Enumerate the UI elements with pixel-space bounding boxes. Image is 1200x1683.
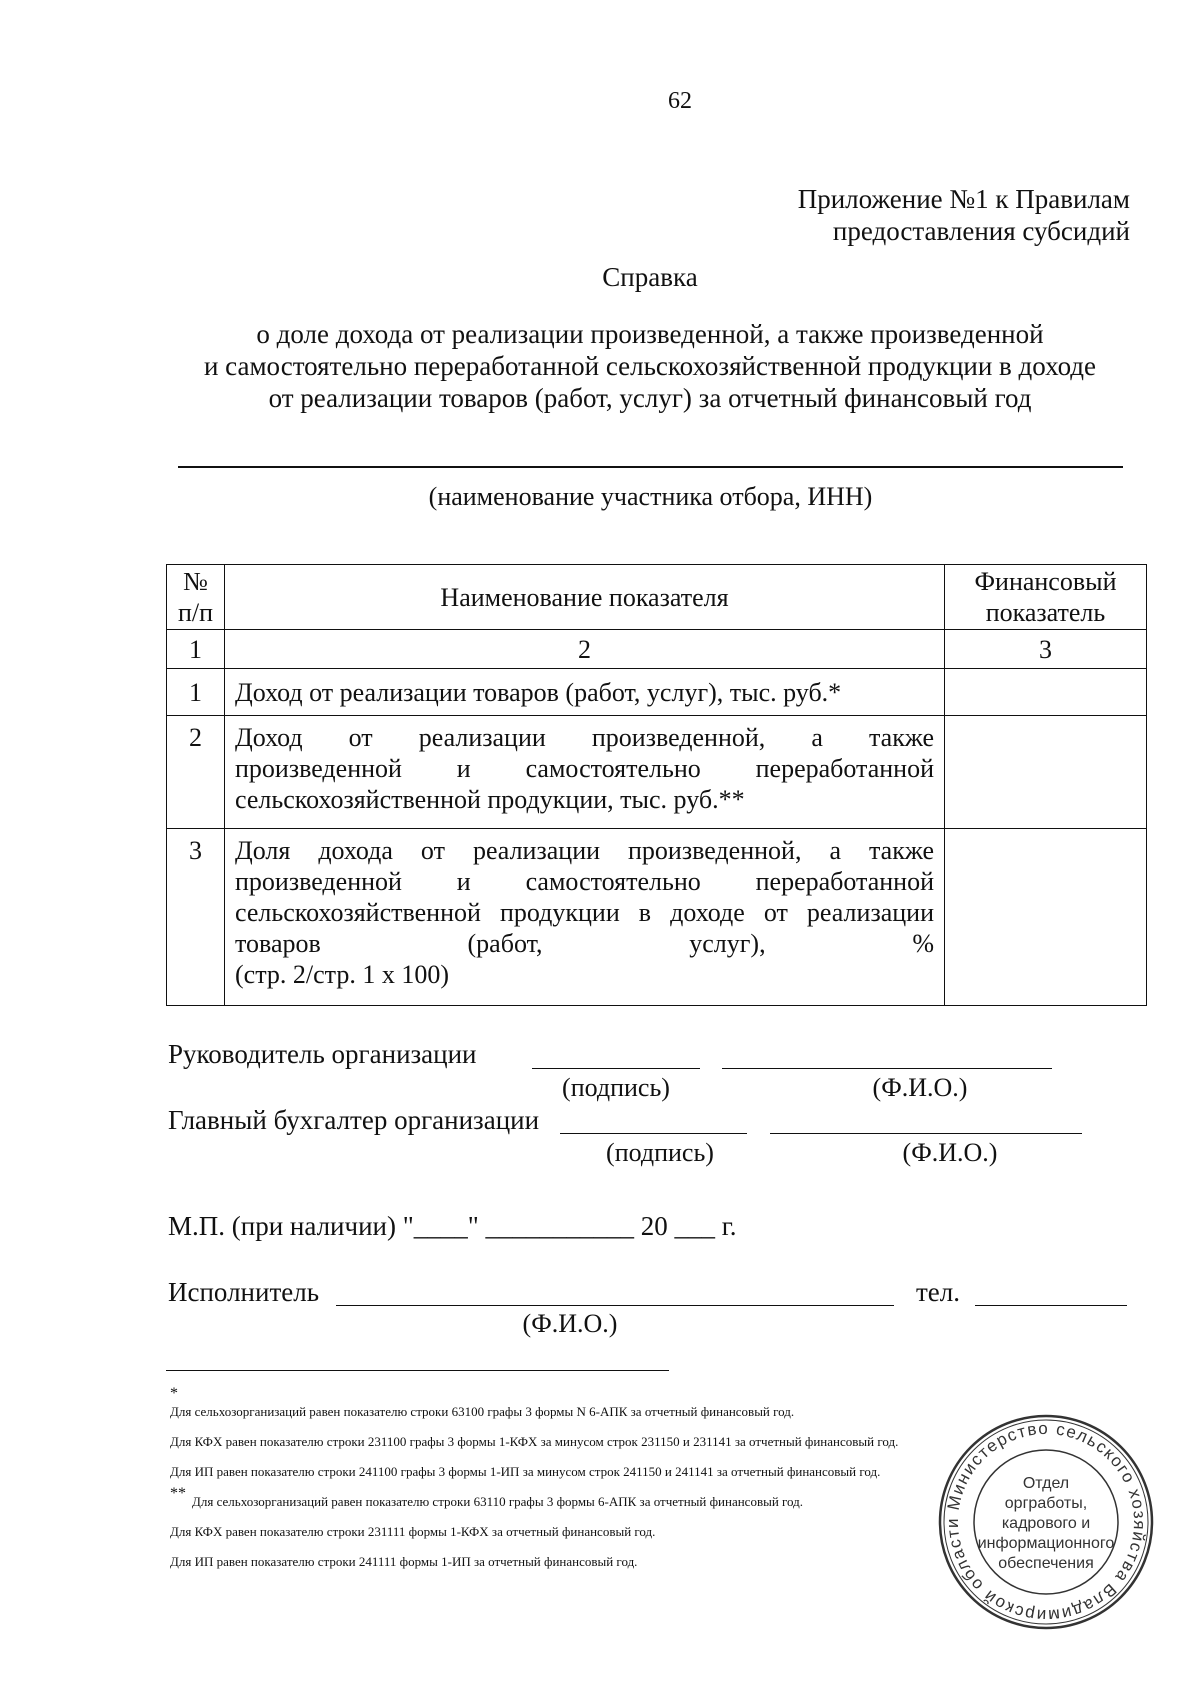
row-number: 1 — [167, 669, 225, 716]
column-number: 1 — [167, 630, 225, 669]
stamp-line: кадрового и — [1001, 1515, 1091, 1532]
appendix-line-1: Приложение №1 к Правилам — [797, 184, 1130, 214]
stamp-line: оргработы, — [1004, 1495, 1088, 1512]
participant-name-line[interactable] — [178, 466, 1123, 468]
executor-fio-line[interactable] — [336, 1305, 894, 1306]
footnote-text: Для сельхозорганизаций равен показателю строки 63110 графы 3 формы 6-АПК за отчетный финансовый год. — [192, 1494, 804, 1509]
row-text-line: (стр. 2/стр. 1 х 100) — [235, 960, 449, 989]
indicators-table — [166, 564, 1147, 1006]
header-value-line-1: Финансовый — [974, 567, 1117, 596]
row-text-line: произведенной и самостоятельно переработанной — [235, 867, 934, 896]
stamp-ring-text: Министерство сельского хозяйства Владимирской области — [942, 1418, 1150, 1626]
footnote-text: Для КФХ равен показателю строки 231111 формы 1-КФХ за отчетный финансовый год. — [170, 1524, 656, 1539]
subtitle-line-3: от реализации товаров (работ, услуг) за отчетный финансовый год — [268, 383, 1032, 413]
row-indicator — [225, 829, 945, 1006]
row-number: 3 — [167, 829, 225, 1006]
head-signature-caption: (подпись) — [562, 1073, 670, 1102]
executor-label: Исполнитель — [168, 1277, 320, 1307]
column-number-row — [167, 630, 1147, 669]
table-row — [167, 669, 1147, 716]
phone-line[interactable] — [975, 1305, 1127, 1306]
header-num — [167, 565, 225, 630]
accountant-label: Главный бухгалтер организации — [168, 1105, 540, 1135]
header-value-line-2: показатель — [985, 598, 1106, 627]
accountant-signature-caption: (подпись) — [606, 1138, 714, 1167]
row-text-line: произведенной и самостоятельно переработанной — [235, 754, 934, 783]
accountant-fio-line[interactable] — [770, 1133, 1082, 1134]
stamp-line: информационного — [977, 1535, 1115, 1552]
head-fio-caption: (Ф.И.О.) — [872, 1073, 968, 1102]
accountant-fio-caption: (Ф.И.О.) — [902, 1138, 998, 1167]
footnote-text: Для сельхозорганизаций равен показателю строки 63100 графы 3 формы N 6-АПК за отчетный финансовый год. — [170, 1404, 795, 1419]
official-stamp-icon — [936, 1412, 1156, 1632]
footnote-text: Для ИП равен показателю строки 241100 графы 3 формы 1-ИП за минусом строк 241150 и 241141 за отчетный финансовый год. — [170, 1464, 881, 1479]
row-value-cell[interactable] — [945, 716, 1147, 829]
subtitle-line-1: о доле дохода от реализации произведенной, а также произведенной — [256, 319, 1044, 349]
head-fio-line[interactable] — [722, 1068, 1052, 1069]
header-name: Наименование показателя — [225, 565, 945, 630]
row-text-line: сельскохозяйственной продукции в доходе от реализации — [235, 898, 934, 927]
stamp-center-text — [978, 1475, 1115, 1572]
row-number: 2 — [167, 716, 225, 829]
stamp-date-line[interactable]: М.П. (при наличии) "____" ___________ 20 ___ г. — [168, 1211, 737, 1241]
accountant-signature-line[interactable] — [560, 1133, 747, 1134]
row-indicator — [225, 669, 945, 716]
subtitle-line-2: и самостоятельно переработанной сельскохозяйственной продукции в доходе — [203, 351, 1097, 381]
row-indicator — [225, 716, 945, 829]
head-label: Руководитель организации — [168, 1039, 477, 1069]
document-title: Справка — [602, 262, 698, 292]
stamp-line: Отдел — [1022, 1475, 1070, 1492]
column-number: 3 — [945, 630, 1147, 669]
footnote-marker-2: ** — [170, 1485, 186, 1502]
appendix-reference — [530, 183, 1130, 247]
row-text-line: сельскохозяйственной продукции, тыс. руб.** — [235, 785, 745, 814]
header-value — [945, 565, 1147, 630]
table-header-row — [167, 565, 1147, 630]
header-num-line-2: п/п — [177, 598, 214, 627]
footnote-marker-1: * — [170, 1385, 178, 1402]
phone-label: тел. — [916, 1277, 961, 1307]
footnote-text: Для КФХ равен показателю строки 231100 графы 3 формы 1-КФХ за минусом строк 231150 и 231141 за отчетный финансовый год. — [170, 1434, 899, 1449]
stamp-line: обеспечения — [998, 1555, 1094, 1572]
document-subtitle — [150, 318, 1150, 414]
row-value-cell[interactable] — [945, 829, 1147, 1006]
footnote-separator — [166, 1370, 669, 1371]
table-row — [167, 829, 1147, 1006]
header-num-line-1: № — [183, 567, 208, 596]
table-row — [167, 716, 1147, 829]
footnote-text: Для ИП равен показателю строки 241111 формы 1-ИП за отчетный финансовый год. — [170, 1554, 638, 1569]
head-signature-line[interactable] — [532, 1068, 700, 1069]
page-number: 62 — [668, 88, 692, 114]
row-text-line: товаров (работ, услуг), % — [235, 929, 934, 958]
appendix-line-2: предоставления субсидий — [832, 216, 1130, 246]
column-number: 2 — [225, 630, 945, 669]
row-value-cell[interactable] — [945, 669, 1147, 716]
row-text-line: Доход от реализации произведенной, а также — [235, 723, 934, 752]
participant-caption: (наименование участника отбора, ИНН) — [428, 482, 873, 511]
executor-fio-caption: (Ф.И.О.) — [522, 1309, 618, 1338]
row-text-line: Доля дохода от реализации произведенной, а также — [235, 836, 934, 865]
row-text-line: Доход от реализации товаров (работ, услуг), тыс. руб.* — [235, 677, 842, 707]
